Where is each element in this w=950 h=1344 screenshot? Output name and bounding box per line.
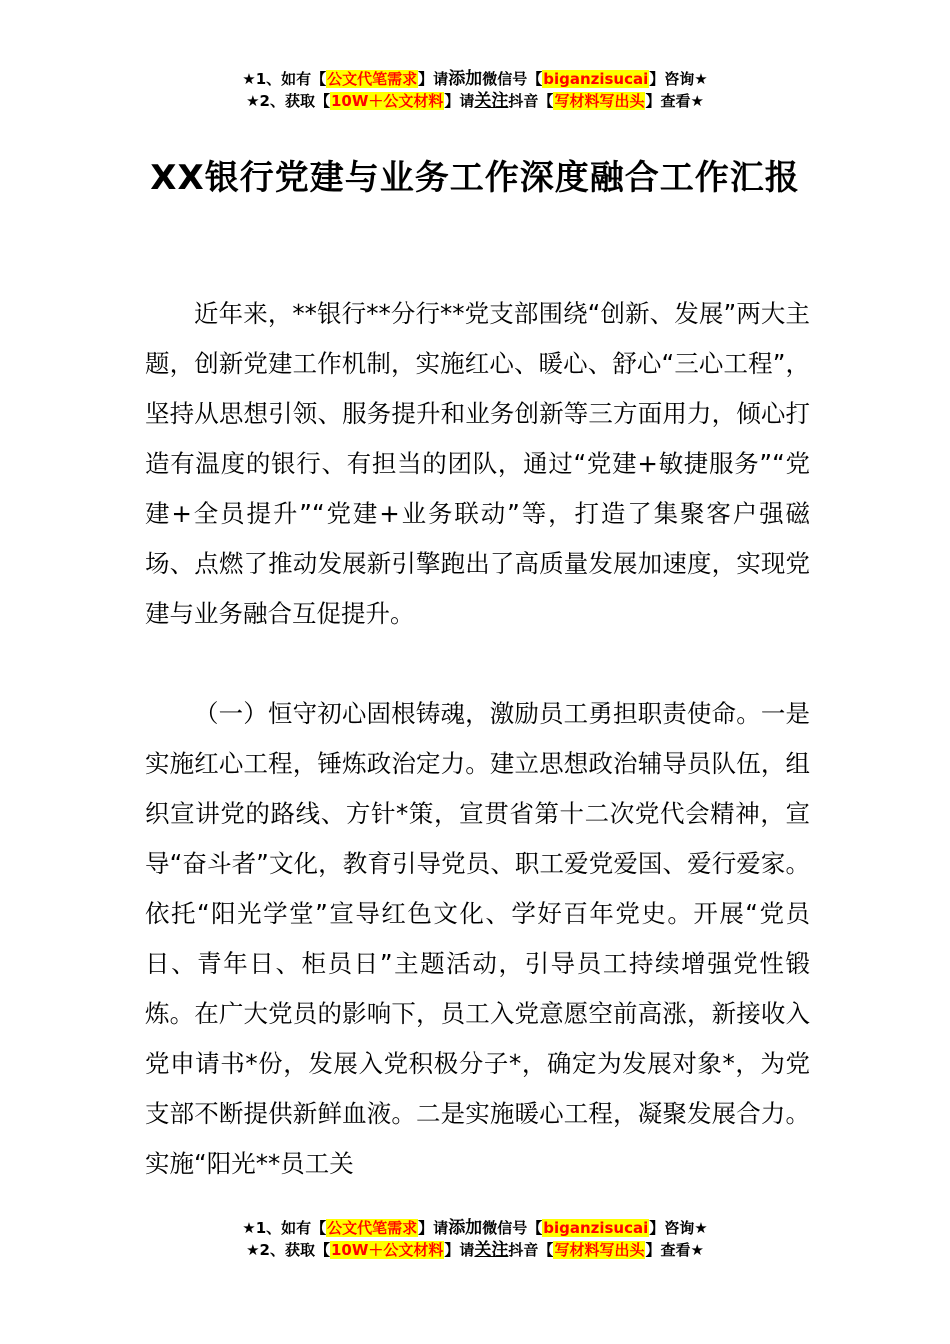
- promo-line-2: [0, 90, 950, 112]
- promo-text: 抖音【: [508, 92, 554, 110]
- promo-emphasis: 关注: [474, 91, 509, 111]
- promo-text: ★1、如有【: [242, 1219, 327, 1237]
- promo-douyin-id: 写材料写出头: [554, 1241, 645, 1259]
- promo-text: 微信号【: [482, 1219, 543, 1237]
- promo-text: 微信号【: [482, 70, 543, 88]
- promo-emphasis: 添加: [448, 69, 483, 89]
- body-paragraph-2: [145, 689, 810, 1189]
- promo-text: ★2、获取【: [246, 92, 330, 110]
- document-title: XX银行党建与业务工作深度融合工作汇报: [150, 158, 800, 198]
- promo-banner-top: [0, 68, 950, 112]
- paragraph-text: 近年来，**银行**分行**党支部围绕“创新、发展”两大主题，创新党建工作机制，实施红心、暖心、舒心“三心工程”，坚持从思想引领、服务提升和业务创新等三方面用力，倾心打造有温度的银行、有担当的团队，通过“党建+敏捷服务”“党建+全员提升”“党建+业务联动”等，打造了集聚客户强磁场、点燃了推动发展新引擎跑出了高质量发展加速度，实现党建与业务融合互促提升。: [145, 299, 810, 628]
- promo-text: 】请: [444, 92, 475, 110]
- promo-wechat-id: biganzisucai: [543, 1219, 649, 1237]
- promo-text: 】咨询★: [649, 70, 708, 88]
- promo-highlight: 公文代笔需求: [327, 70, 418, 88]
- promo-text: 】请: [418, 70, 449, 88]
- promo-text: 】请: [418, 1219, 449, 1237]
- promo-line-1: [0, 1217, 950, 1239]
- promo-text: 】查看★: [645, 1241, 704, 1259]
- promo-text: 】请: [444, 1241, 475, 1259]
- promo-text: ★2、获取【: [246, 1241, 330, 1259]
- promo-highlight: 10W＋公文材料: [330, 1241, 444, 1259]
- promo-wechat-id: biganzisucai: [543, 70, 649, 88]
- promo-emphasis: 关注: [474, 1240, 509, 1260]
- promo-text: 】查看★: [645, 92, 704, 110]
- promo-highlight: 公文代笔需求: [327, 1219, 418, 1237]
- promo-banner-bottom: [0, 1217, 950, 1261]
- promo-line-1: [0, 68, 950, 90]
- paragraph-text: （一）恒守初心固根铸魂，激励员工勇担职责使命。一是实施红心工程，锤炼政治定力。建立思想政治辅导员队伍，组织宣讲党的路线、方针*策，宣贯省第十二次党代会精神，宣导“奋斗者”文化，教育引导党员、职工爱党爱国、爱行爱家。依托“阳光学堂”宣导红色文化、学好百年党史。开展“党员日、青年日、柜员日”主题活动，引导员工持续增强党性锻炼。在广大党员的影响下，员工入党意愿空前高涨，新接收入党申请书*份，发展入党积极分子*，确定为发展对象*，为党支部不断提供新鲜血液。二是实施暖心工程，凝聚发展合力。实施“阳光**员工关: [145, 699, 810, 1178]
- promo-text: ★1、如有【: [242, 70, 327, 88]
- promo-text: 抖音【: [508, 1241, 554, 1259]
- promo-text: 】咨询★: [649, 1219, 708, 1237]
- promo-line-2: [0, 1239, 950, 1261]
- body-paragraph-1: [145, 289, 810, 639]
- promo-highlight: 10W＋公文材料: [330, 92, 444, 110]
- promo-douyin-id: 写材料写出头: [554, 92, 645, 110]
- promo-emphasis: 添加: [448, 1218, 483, 1238]
